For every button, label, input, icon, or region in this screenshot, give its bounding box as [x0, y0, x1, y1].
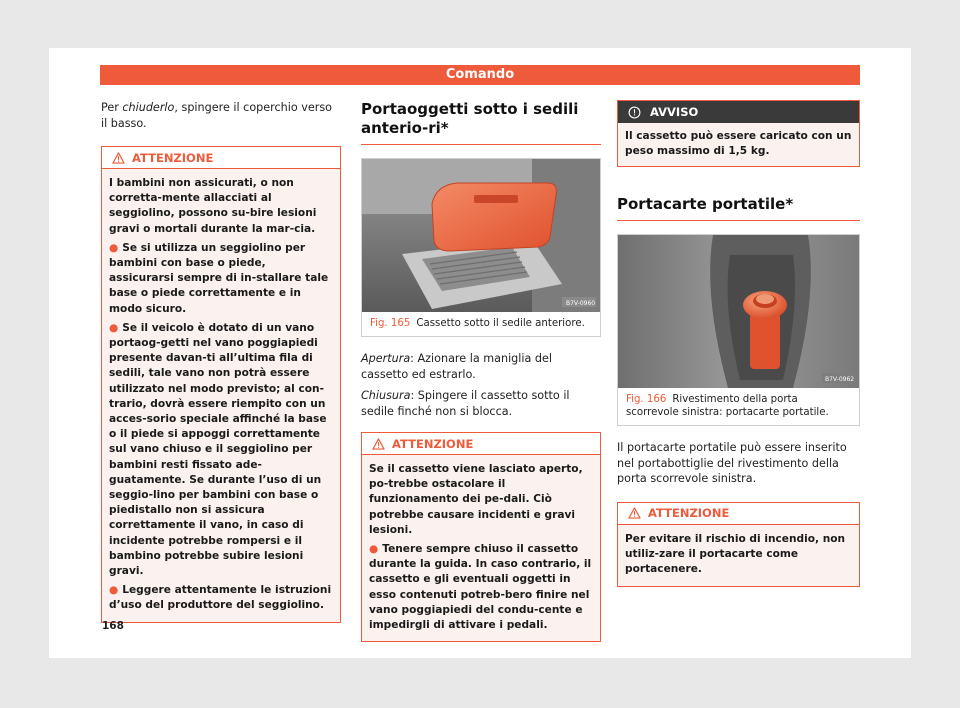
warning-body	[102, 169, 340, 622]
figure-number: Fig. 165	[370, 318, 411, 329]
warning-bullet: ● Se il veicolo è dotato di un vano portaog-getti nel vano poggiapiedi presente davan-ti all’ultima fila di sedili, tale vano non potrà essere utilizzato nel modo previsto; al con-trario, dovrà essere riempito con un acces-sorio speciale affinché la base o il piede si appoggi correttamente sul vano chiuso e il seggiolino per bambini resti fissato ade-guatamente. Se durante l’uso di un seggio-lino per bambini con base o piedistallo non si assicura correttamente il vano, in caso di incidente potrebbe rompersi e il bambino potrebbe subire lesioni gravi.	[109, 321, 327, 578]
map-holder-paragraph: Il portacarte portatile può essere inserito nel portabottiglie del rivestimento della porta scorrevole sinistra.	[617, 441, 847, 486]
notice-title: AVVISO	[650, 105, 699, 119]
warning-body	[362, 455, 600, 641]
page-header: Comando	[100, 65, 860, 85]
notice-body: Il cassetto può essere caricato con un peso massimo di 1,5 kg.	[618, 123, 859, 166]
column-left	[101, 100, 341, 623]
warning-paragraph: Se il cassetto viene lasciato aperto, po-trebbe ostacolare il funzionamento dei pe-dali. Ciò potrebbe causare incidenti e gravi lesioni.	[369, 463, 583, 536]
section-title-map-holder: Portacarte portatile*	[617, 195, 860, 221]
intro-paragraph: Per chiuderlo, spingere il coperchio verso il basso.	[101, 101, 333, 130]
bullet-icon: ●	[369, 543, 379, 556]
warning-bullet: ● Leggere attentamente le istruzioni d’uso del produttore del seggiolino.	[109, 584, 332, 612]
warning-triangle-icon	[372, 438, 385, 450]
figure-165	[361, 158, 601, 337]
bullet-icon: ●	[109, 321, 119, 334]
figure-code: B7V-0960	[566, 300, 596, 307]
warning-box-drawer	[361, 432, 601, 642]
warning-title: ATTENZIONE	[648, 506, 730, 521]
figure-166-caption: Fig. 166 Rivestimento della porta scorrevole sinistra: portacarte portatile.	[626, 394, 829, 419]
column-middle	[361, 100, 601, 642]
figure-165-image	[362, 159, 600, 312]
notice-header	[618, 101, 859, 123]
figure-code: B7V-0962	[825, 376, 855, 384]
figure-166-image	[618, 235, 859, 388]
warning-header	[618, 503, 859, 525]
warning-paragraph: I bambini non assicurati, o non corretta-mente allacciati al seggiolino, possono su-bire lesioni gravi o mortali durante la mar-cia.	[109, 177, 317, 235]
chiusura-paragraph: Chiusura: Spingere il cassetto sotto il sedile finché non si blocca.	[361, 389, 570, 418]
warning-box-map-holder	[617, 502, 860, 587]
warning-bullet: ● Tenere sempre chiuso il cassetto durante la guida. In caso contrario, il cassetto e gli eventuali oggetti in esso contenuti potreb-bero finire nel vano poggiapiedi del condu-cente e impedirgli di attivare i pedali.	[369, 543, 592, 632]
notice-box	[617, 100, 860, 167]
warning-header	[362, 433, 600, 455]
figure-165-caption: Fig. 165 Cassetto sotto il sedile anteriore.	[370, 318, 585, 329]
column-right	[617, 100, 860, 587]
section-title-under-seat: Portaoggetti sotto i sedili anterio-ri*	[361, 100, 601, 145]
warning-body: Per evitare il rischio di incendio, non utiliz-zare il portacarte come portacenere.	[618, 525, 859, 586]
bullet-icon: ●	[109, 241, 119, 254]
apertura-paragraph: Apertura: Azionare la maniglia del cassetto ed estrarlo.	[361, 352, 553, 381]
warning-triangle-icon	[112, 152, 125, 164]
figure-166	[617, 234, 860, 426]
bullet-icon: ●	[109, 584, 119, 597]
warning-bullet: ● Se si utilizza un seggiolino per bambini con base o piede, assicurarsi sempre di in-stallare tale base o piede correttamente e in modo sicuro.	[109, 241, 329, 315]
info-circle-icon	[628, 106, 641, 119]
warning-title: ATTENZIONE	[392, 436, 474, 451]
figure-number: Fig. 166	[626, 394, 667, 406]
warning-triangle-icon	[628, 507, 641, 519]
warning-title: ATTENZIONE	[132, 150, 214, 165]
warning-box-child-seat	[101, 146, 341, 623]
warning-header	[102, 147, 340, 169]
page-number: 168	[102, 620, 124, 632]
intro-emphasis: chiuderlo	[122, 101, 175, 114]
